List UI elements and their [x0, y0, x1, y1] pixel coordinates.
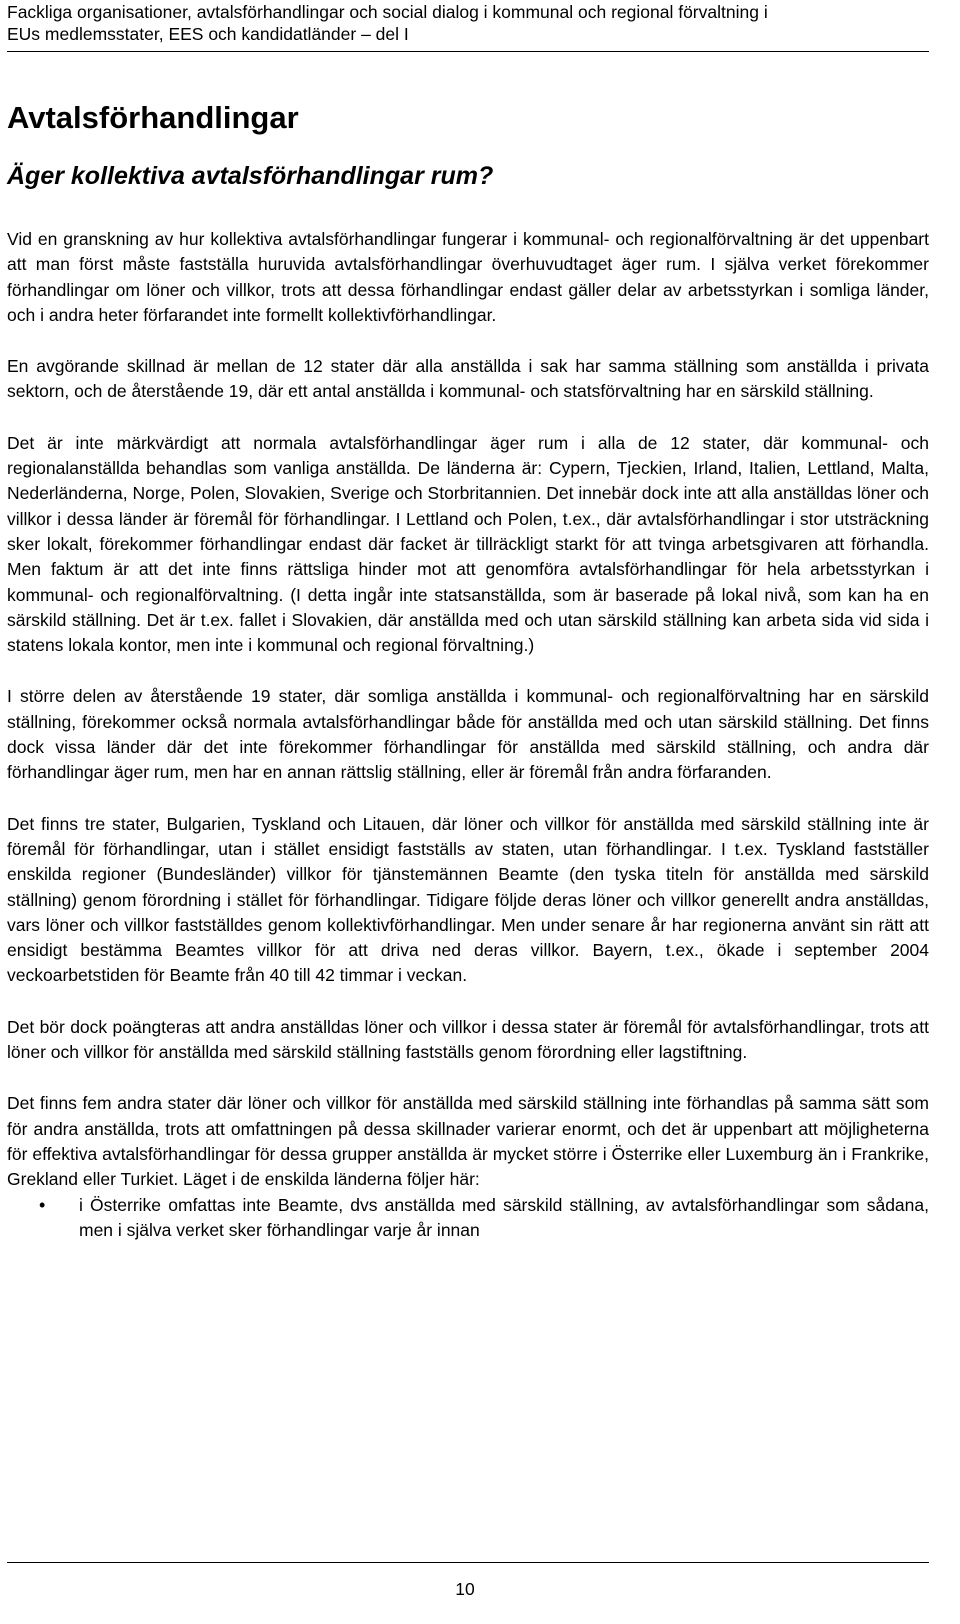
page-title: Avtalsförhandlingar: [7, 100, 299, 135]
bullet-text: i Österrike omfattas inte Beamte, dvs anställda med särskild ställning, av avtalsförhandlingar som sådana, men i själva verket sker förhandlingar varje år innan: [79, 1194, 929, 1240]
bullet-item: [7, 1193, 929, 1244]
running-header-line-2: EUs medlemsstater, EES och kandidatländer – del I: [7, 24, 409, 44]
paragraph-7: Det finns fem andra stater där löner och villkor för anställda med särskild ställning inte förhandlas på samma sätt som för andra anställda, trots att omfattningen på dessa skillnader varierar enormt, och det är uppenbart att möjligheterna för effektiva avtalsförhandlingar för dessa grupper anställda är mycket större i Österrike eller Luxemburg än i Frankrike, Grekland eller Turkiet. Läget i de enskilda länderna följer här:: [7, 1093, 929, 1190]
body-text: [7, 227, 929, 1243]
footer-divider: [7, 1562, 929, 1563]
running-header-line-1: Fackliga organisationer, avtalsförhandlingar och social dialog i kommunal och regional förvaltning i: [7, 2, 768, 22]
paragraph-1: Vid en granskning av hur kollektiva avtalsförhandlingar fungerar i kommunal- och regionalförvaltning är det uppenbart att man först måste fastställa huruvida avtalsförhandlingar överhuvudtaget äger rum. I själva verket förekommer förhandlingar om löner och villkor, trots att dessa förhandlingar endast gäller delar av arbetsstyrkan i somliga länder, och i andra heter förfarandet inte formellt kollektivförhandlingar.: [7, 229, 929, 325]
paragraph-4: I större delen av återstående 19 stater, där somliga anställda i kommunal- och regionalförvaltning har en särskild ställning, förekommer också normala avtalsförhandlingar både för anställda med och utan särskild ställning. Det finns dock vissa länder där det inte förekommer förhandlingar för anställda med särskild ställning, och andra där förhandlingar äger rum, men har en annan rättslig ställning, eller är föremål från andra förfaranden.: [7, 686, 929, 783]
paragraph-2: En avgörande skillnad är mellan de 12 stater där alla anställda i sak har samma ställning som anställda i privata sektorn, och de återstående 19, där ett antal anställda i kommunal- och statsförvaltning har en särskild ställning.: [7, 356, 929, 402]
bullet-list: [7, 1193, 929, 1244]
bullet-icon: •: [39, 1194, 46, 1215]
page-number: 10: [455, 1579, 475, 1599]
paragraph-5: Det finns tre stater, Bulgarien, Tyskland och Litauen, där löner och villkor för anställda med särskild ställning inte är föremål för förhandlingar, utan i stället ensidigt fastställs av staten, utan förhandlingar. I t.ex. Tyskland fastställer enskilda regioner (Bundesländer) villkor för tjänstemännen Beamte (den tyska titeln för anställda med särskild ställning) genom förordning i stället för förhandlingar. Tidigare följde deras löner och villkor generellt andra anställdas, vars löner och villkor fastställdes genom kollektivförhandlingar. Men under senare år har regionerna använt sin rätt att ensidigt bestämma Beamtes villkor för att driva ned deras villkor. Bayern, t.ex., ökade i september 2004 veckoarbetstiden för Beamte från 40 till 42 timmar i veckan.: [7, 813, 929, 986]
section-heading: Äger kollektiva avtalsförhandlingar rum?: [7, 162, 494, 190]
paragraph-6: Det bör dock poängteras att andra anställdas löner och villkor i dessa stater är föremål för avtalsförhandlingar, trots att löner och villkor för anställda med särskild ställning fastställs genom förordning eller lagstiftning.: [7, 1016, 929, 1063]
running-header: [7, 1, 927, 45]
header-divider: [7, 51, 929, 52]
paragraph-3: Det är inte märkvärdigt att normala avtalsförhandlingar äger rum i alla de 12 stater, där kommunal- och regionalanställda behandlas som vanliga anställda. De länderna är: Cypern, Tjeckien, Irland, Italien, Lettland, Malta, Nederländerna, Norge, Polen, Slovakien, Sverige och Storbritannien. Det innebär dock inte att alla anställdas löner och villkor i dessa länder är föremål för förhandlingar. I Lettland och Polen, t.ex., där avtalsförhandlingar i stor utsträckning sker lokalt, förekommer förhandlingar endast där facket är tillräckligt starkt för att tvinga arbetsgivaren att förhandla. Men faktum är att det inte finns rättsliga hinder mot att genomföra avtalsförhandlingar för hela arbetsstyrkan i kommunal- och regionalförvaltning. (I detta ingår inte statsanställda, som är baserade på lokal nivå, som kan ha en särskild ställning. Det är t.ex. fallet i Slovakien, där anställda med och utan särskild ställning kan arbeta sida vid sida i statens lokala kontor, men inte i kommunal och regional förvaltning.): [7, 432, 929, 656]
